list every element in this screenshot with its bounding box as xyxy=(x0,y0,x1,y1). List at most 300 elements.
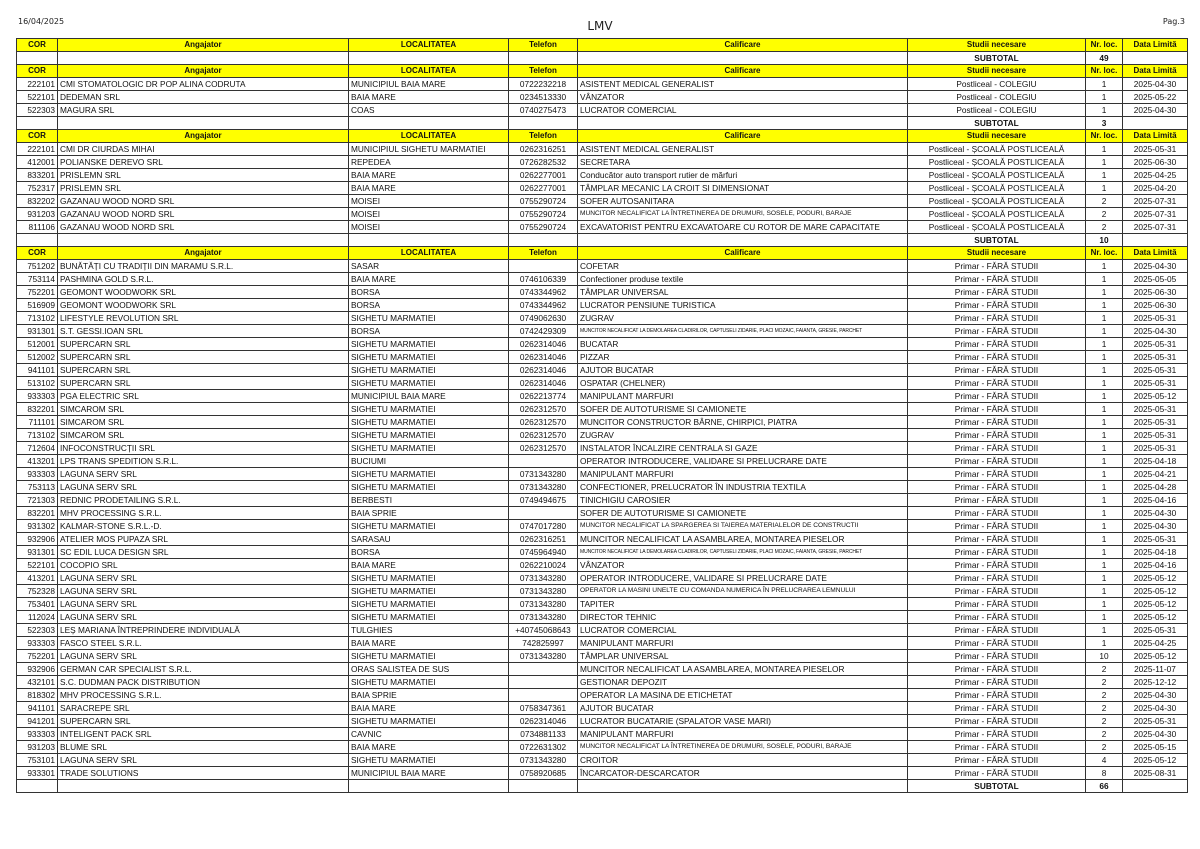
header-col-telefon: Telefon xyxy=(509,130,578,143)
employer-cell: LAGUNA SERV SRL xyxy=(58,481,349,494)
table-row xyxy=(17,104,1188,117)
positions-cell: 10 xyxy=(1086,650,1123,663)
studies-cell: Primar - FĂRĂ STUDII xyxy=(908,663,1086,676)
employer-cell: INFOCONSTRUCȚII SRL xyxy=(58,442,349,455)
header-col-angajator: Angajator xyxy=(58,65,349,78)
studies-cell: Primar - FĂRĂ STUDII xyxy=(908,546,1086,559)
phone-cell xyxy=(509,455,578,468)
cor-cell: 811106 xyxy=(17,221,58,234)
locality-cell: BAIA SPRIE xyxy=(349,507,509,520)
table-row xyxy=(17,767,1188,780)
cor-cell: 941101 xyxy=(17,364,58,377)
locality-cell: SIGHETU MARMATIEI xyxy=(349,598,509,611)
table-header-row xyxy=(17,247,1188,260)
table-row xyxy=(17,572,1188,585)
qualification-cell: CROITOR xyxy=(578,754,908,767)
deadline-cell: 2025-05-12 xyxy=(1123,754,1188,767)
table-row xyxy=(17,468,1188,481)
positions-cell: 1 xyxy=(1086,611,1123,624)
cor-cell: 711101 xyxy=(17,416,58,429)
phone-cell: 0755290724 xyxy=(509,208,578,221)
phone-cell: 0262316251 xyxy=(509,533,578,546)
locality-cell: BAIA MARE xyxy=(349,741,509,754)
table-row xyxy=(17,637,1188,650)
cor-cell: 512001 xyxy=(17,338,58,351)
deadline-cell: 2025-06-30 xyxy=(1123,156,1188,169)
header-col-localitatea: LOCALITATEA xyxy=(349,130,509,143)
positions-cell: 1 xyxy=(1086,364,1123,377)
employer-cell: GAZANAU WOOD NORD SRL xyxy=(58,208,349,221)
header-col-nr-loc: Nr. loc. xyxy=(1086,247,1123,260)
cor-cell: 753101 xyxy=(17,754,58,767)
locality-cell: MUNICIPIUL BAIA MARE xyxy=(349,767,509,780)
qualification-cell: MANIPULANT MARFURI xyxy=(578,728,908,741)
header-col-cor: COR xyxy=(17,247,58,260)
phone-cell: 0755290724 xyxy=(509,221,578,234)
positions-cell: 1 xyxy=(1086,273,1123,286)
phone-cell: +40745068643 xyxy=(509,624,578,637)
locality-cell: BUCIUMI xyxy=(349,455,509,468)
employer-cell: SIMCAROM SRL xyxy=(58,403,349,416)
table-row xyxy=(17,351,1188,364)
header-col-telefon: Telefon xyxy=(509,247,578,260)
table-row xyxy=(17,442,1188,455)
studies-cell: Primar - FĂRĂ STUDII xyxy=(908,325,1086,338)
table-row xyxy=(17,481,1188,494)
employer-cell: GEOMONT WOODWORK SRL xyxy=(58,299,349,312)
empty-cell xyxy=(1123,234,1188,247)
header-col-telefon: Telefon xyxy=(509,65,578,78)
positions-cell: 1 xyxy=(1086,312,1123,325)
studies-cell: Primar - FĂRĂ STUDII xyxy=(908,416,1086,429)
deadline-cell: 2025-11-07 xyxy=(1123,663,1188,676)
header-col-calificare: Calificare xyxy=(578,39,908,52)
employer-cell: LAGUNA SERV SRL xyxy=(58,611,349,624)
cor-cell: 832201 xyxy=(17,403,58,416)
locality-cell: CAVNIC xyxy=(349,728,509,741)
qualification-cell: MUNCITOR NECALIFICAT LA ÎNTRETINEREA DE DRUMURI, SOSELE, PODURI, BARAJE xyxy=(578,208,908,221)
qualification-cell: MUNCITOR NECALIFICAT LA ASAMBLAREA, MONTAREA PIESELOR xyxy=(578,533,908,546)
positions-cell: 1 xyxy=(1086,507,1123,520)
header-col-telefon: Telefon xyxy=(509,39,578,52)
deadline-cell: 2025-04-28 xyxy=(1123,481,1188,494)
locality-cell: BERBESTI xyxy=(349,494,509,507)
positions-cell: 1 xyxy=(1086,572,1123,585)
deadline-cell: 2025-05-12 xyxy=(1123,572,1188,585)
header-col-data-limita: Data Limită xyxy=(1123,39,1188,52)
cor-cell: 753113 xyxy=(17,481,58,494)
studies-cell: Postliceal - ȘCOALĂ POSTLICEALĂ xyxy=(908,221,1086,234)
table-row xyxy=(17,221,1188,234)
qualification-cell: MUNCITOR NECALIFICAT LA DEMOLAREA CLADIRILOR, CAPTUSELI ZIDARIE, PLACI MOZAIC, FAIANTA, GRESIE, PARCHET xyxy=(578,546,908,559)
table-row xyxy=(17,390,1188,403)
deadline-cell: 2025-04-18 xyxy=(1123,546,1188,559)
table-row xyxy=(17,273,1188,286)
studies-cell: Primar - FĂRĂ STUDII xyxy=(908,364,1086,377)
deadline-cell: 2025-04-30 xyxy=(1123,507,1188,520)
cor-cell: 752317 xyxy=(17,182,58,195)
phone-cell: 0755290724 xyxy=(509,195,578,208)
deadline-cell: 2025-04-18 xyxy=(1123,455,1188,468)
cor-cell: 721303 xyxy=(17,494,58,507)
subtotal-value: 3 xyxy=(1086,117,1123,130)
qualification-cell: MUNCITOR NECALIFICAT LA SPARGEREA SI TAIEREA MATERIALELOR DE CONSTRUCTII xyxy=(578,520,908,533)
locality-cell: MUNICIPIUL BAIA MARE xyxy=(349,78,509,91)
locality-cell: BORSA xyxy=(349,546,509,559)
locality-cell: SARASAU xyxy=(349,533,509,546)
table-row xyxy=(17,754,1188,767)
table-row xyxy=(17,338,1188,351)
subtotal-value: 66 xyxy=(1086,780,1123,793)
employer-cell: LIFESTYLE REVOLUTION SRL xyxy=(58,312,349,325)
deadline-cell: 2025-05-22 xyxy=(1123,91,1188,104)
cor-cell: 753114 xyxy=(17,273,58,286)
qualification-cell: TÂMPLAR UNIVERSAL xyxy=(578,650,908,663)
positions-cell: 1 xyxy=(1086,299,1123,312)
studies-cell: Primar - FĂRĂ STUDII xyxy=(908,611,1086,624)
header-col-nr-loc: Nr. loc. xyxy=(1086,39,1123,52)
employer-cell: SUPERCARN SRL xyxy=(58,338,349,351)
phone-cell xyxy=(509,260,578,273)
deadline-cell: 2025-05-12 xyxy=(1123,611,1188,624)
deadline-cell: 2025-07-31 xyxy=(1123,195,1188,208)
studies-cell: Primar - FĂRĂ STUDII xyxy=(908,351,1086,364)
header-col-studii: Studii necesare xyxy=(908,39,1086,52)
qualification-cell: TÂMPLAR MECANIC LA CROIT SI DIMENSIONAT xyxy=(578,182,908,195)
cor-cell: 818302 xyxy=(17,689,58,702)
phone-cell: 0726282532 xyxy=(509,156,578,169)
locality-cell: BORSA xyxy=(349,325,509,338)
phone-cell: 0758347361 xyxy=(509,702,578,715)
page-number: Pag.3 xyxy=(1162,17,1185,26)
positions-cell: 2 xyxy=(1086,676,1123,689)
cor-cell: 933301 xyxy=(17,767,58,780)
studies-cell: Primar - FĂRĂ STUDII xyxy=(908,767,1086,780)
phone-cell: 0734881133 xyxy=(509,728,578,741)
deadline-cell: 2025-04-30 xyxy=(1123,689,1188,702)
studies-cell: Primar - FĂRĂ STUDII xyxy=(908,637,1086,650)
qualification-cell: AJUTOR BUCATAR xyxy=(578,702,908,715)
employer-cell: ATELIER MOS PUPAZA SRL xyxy=(58,533,349,546)
phone-cell: 0262316251 xyxy=(509,143,578,156)
deadline-cell: 2025-12-12 xyxy=(1123,676,1188,689)
subtotal-row xyxy=(17,117,1188,130)
qualification-cell: EXCAVATORIST PENTRU EXCAVATOARE CU ROTOR DE MARE CAPACITATE xyxy=(578,221,908,234)
studies-cell: Primar - FĂRĂ STUDII xyxy=(908,390,1086,403)
qualification-cell: MUNCITOR NECALIFICAT LA ÎNTRETINEREA DE DRUMURI, SOSELE, PODURI, BARAJE xyxy=(578,741,908,754)
qualification-cell: VÂNZATOR xyxy=(578,91,908,104)
employer-cell: TRADE SOLUTIONS xyxy=(58,767,349,780)
studies-cell: Primar - FĂRĂ STUDII xyxy=(908,455,1086,468)
locality-cell: BORSA xyxy=(349,286,509,299)
empty-cell xyxy=(578,52,908,65)
employer-cell: GAZANAU WOOD NORD SRL xyxy=(58,221,349,234)
cor-cell: 753401 xyxy=(17,598,58,611)
header-col-calificare: Calificare xyxy=(578,130,908,143)
deadline-cell: 2025-05-12 xyxy=(1123,650,1188,663)
studies-cell: Primar - FĂRĂ STUDII xyxy=(908,650,1086,663)
locality-cell: SIGHETU MARMATIEI xyxy=(349,442,509,455)
table-header-row xyxy=(17,130,1188,143)
header-col-localitatea: LOCALITATEA xyxy=(349,247,509,260)
studies-cell: Primar - FĂRĂ STUDII xyxy=(908,689,1086,702)
positions-cell: 1 xyxy=(1086,416,1123,429)
deadline-cell: 2025-05-31 xyxy=(1123,416,1188,429)
employer-cell: BUNĂTĂȚI CU TRADIȚII DIN MARAMU S.R.L. xyxy=(58,260,349,273)
positions-cell: 1 xyxy=(1086,455,1123,468)
cor-cell: 522303 xyxy=(17,104,58,117)
table-row xyxy=(17,559,1188,572)
deadline-cell: 2025-04-30 xyxy=(1123,260,1188,273)
cor-cell: 931302 xyxy=(17,520,58,533)
employer-cell: CMI DR CIURDAS MIHAI xyxy=(58,143,349,156)
studies-cell: Postliceal - ȘCOALĂ POSTLICEALĂ xyxy=(908,208,1086,221)
positions-cell: 1 xyxy=(1086,390,1123,403)
phone-cell: 0262312570 xyxy=(509,416,578,429)
header-col-data-limita: Data Limită xyxy=(1123,65,1188,78)
header-col-cor: COR xyxy=(17,130,58,143)
cor-cell: 513102 xyxy=(17,377,58,390)
phone-cell: 0731343280 xyxy=(509,481,578,494)
cor-cell: 931203 xyxy=(17,208,58,221)
cor-cell: 712604 xyxy=(17,442,58,455)
deadline-cell: 2025-05-31 xyxy=(1123,338,1188,351)
deadline-cell: 2025-08-31 xyxy=(1123,767,1188,780)
employer-cell: MHV PROCESSING S.R.L. xyxy=(58,689,349,702)
table-row xyxy=(17,416,1188,429)
subtotal-value: 10 xyxy=(1086,234,1123,247)
employer-cell: DEDEMAN SRL xyxy=(58,91,349,104)
cor-cell: 932906 xyxy=(17,663,58,676)
positions-cell: 2 xyxy=(1086,702,1123,715)
cor-cell: 522303 xyxy=(17,624,58,637)
deadline-cell: 2025-05-31 xyxy=(1123,624,1188,637)
empty-cell xyxy=(509,234,578,247)
employer-cell: SARACREPE SRL xyxy=(58,702,349,715)
cor-cell: 752201 xyxy=(17,286,58,299)
table-row xyxy=(17,676,1188,689)
table-row xyxy=(17,286,1188,299)
empty-cell xyxy=(1123,52,1188,65)
locality-cell: SIGHETU MARMATIEI xyxy=(349,364,509,377)
table-row xyxy=(17,403,1188,416)
positions-cell: 1 xyxy=(1086,325,1123,338)
studies-cell: Postliceal - ȘCOALĂ POSTLICEALĂ xyxy=(908,195,1086,208)
qualification-cell: TINICHIGIU CAROSIER xyxy=(578,494,908,507)
qualification-cell: SECRETARA xyxy=(578,156,908,169)
locality-cell: SIGHETU MARMATIEI xyxy=(349,715,509,728)
studies-cell: Primar - FĂRĂ STUDII xyxy=(908,481,1086,494)
positions-cell: 1 xyxy=(1086,468,1123,481)
qualification-cell: VÂNZATOR xyxy=(578,559,908,572)
employer-cell: LAGUNA SERV SRL xyxy=(58,754,349,767)
studies-cell: Primar - FĂRĂ STUDII xyxy=(908,338,1086,351)
table-row xyxy=(17,78,1188,91)
cor-cell: 931203 xyxy=(17,741,58,754)
qualification-cell: MUNCITOR NECALIFICAT LA DEMOLAREA CLADIRILOR, CAPTUSELI ZIDARIE, PLACI MOZAIC, FAIANTA, GRESIE, PARCHET xyxy=(578,325,908,338)
table-row xyxy=(17,650,1188,663)
locality-cell: SIGHETU MARMATIEI xyxy=(349,338,509,351)
table-row xyxy=(17,689,1188,702)
qualification-cell: LUCRATOR COMERCIAL xyxy=(578,624,908,637)
qualification-cell: DIRECTOR TEHNIC xyxy=(578,611,908,624)
qualification-cell: INSTALATOR ÎNCALZIRE CENTRALA SI GAZE xyxy=(578,442,908,455)
subtotal-label: SUBTOTAL xyxy=(908,234,1086,247)
table-row xyxy=(17,702,1188,715)
empty-cell xyxy=(349,234,509,247)
qualification-cell: ASISTENT MEDICAL GENERALIST xyxy=(578,78,908,91)
header-col-data-limita: Data Limită xyxy=(1123,130,1188,143)
deadline-cell: 2025-05-12 xyxy=(1123,598,1188,611)
positions-cell: 8 xyxy=(1086,767,1123,780)
empty-cell xyxy=(578,234,908,247)
employer-cell: INTELIGENT PACK SRL xyxy=(58,728,349,741)
employer-cell: GERMAN CAR SPECIALIST S.R.L. xyxy=(58,663,349,676)
table-row xyxy=(17,429,1188,442)
employer-cell: REDNIC PRODETAILING S.R.L. xyxy=(58,494,349,507)
studies-cell: Primar - FĂRĂ STUDII xyxy=(908,624,1086,637)
employer-cell: LAGUNA SERV SRL xyxy=(58,598,349,611)
qualification-cell: Conducător auto transport rutier de mărfuri xyxy=(578,169,908,182)
deadline-cell: 2025-05-31 xyxy=(1123,442,1188,455)
cor-cell: 832202 xyxy=(17,195,58,208)
header-col-nr-loc: Nr. loc. xyxy=(1086,65,1123,78)
locality-cell: COAS xyxy=(349,104,509,117)
employer-cell: BLUME SRL xyxy=(58,741,349,754)
qualification-cell: BUCATAR xyxy=(578,338,908,351)
header-col-angajator: Angajator xyxy=(58,247,349,260)
locality-cell: SIGHETU MARMATIEI xyxy=(349,416,509,429)
phone-cell: 0731343280 xyxy=(509,598,578,611)
phone-cell: 0262314046 xyxy=(509,715,578,728)
qualification-cell: CONFECTIONER, PRELUCRATOR ÎN INDUSTRIA TEXTILA xyxy=(578,481,908,494)
subtotal-label: SUBTOTAL xyxy=(908,52,1086,65)
phone-cell xyxy=(509,689,578,702)
employer-cell: SUPERCARN SRL xyxy=(58,377,349,390)
studies-cell: Primar - FĂRĂ STUDII xyxy=(908,442,1086,455)
studies-cell: Primar - FĂRĂ STUDII xyxy=(908,585,1086,598)
phone-cell: 0747017280 xyxy=(509,520,578,533)
empty-cell xyxy=(17,52,58,65)
employer-cell: MHV PROCESSING S.R.L. xyxy=(58,507,349,520)
phone-cell: 0262312570 xyxy=(509,403,578,416)
locality-cell: MUNICIPIUL BAIA MARE xyxy=(349,390,509,403)
report-title: LMV xyxy=(587,19,613,33)
positions-cell: 1 xyxy=(1086,442,1123,455)
phone-cell: 0262277001 xyxy=(509,182,578,195)
deadline-cell: 2025-05-31 xyxy=(1123,143,1188,156)
empty-cell xyxy=(17,234,58,247)
cor-cell: 522101 xyxy=(17,559,58,572)
employer-cell: LPS TRANS SPEDITION S.R.L. xyxy=(58,455,349,468)
table-row xyxy=(17,208,1188,221)
employer-cell: S.C. DUDMAN PACK DISTRIBUTION xyxy=(58,676,349,689)
header-col-nr-loc: Nr. loc. xyxy=(1086,130,1123,143)
table-row xyxy=(17,364,1188,377)
studies-cell: Primar - FĂRĂ STUDII xyxy=(908,754,1086,767)
phone-cell: 0262314046 xyxy=(509,338,578,351)
table-row xyxy=(17,260,1188,273)
cor-cell: 222101 xyxy=(17,78,58,91)
cor-cell: 933303 xyxy=(17,728,58,741)
positions-cell: 1 xyxy=(1086,169,1123,182)
employer-cell: PGA ELECTRIC SRL xyxy=(58,390,349,403)
locality-cell: REPEDEA xyxy=(349,156,509,169)
deadline-cell: 2025-04-30 xyxy=(1123,728,1188,741)
employer-cell: GAZANAU WOOD NORD SRL xyxy=(58,195,349,208)
positions-cell: 1 xyxy=(1086,156,1123,169)
qualification-cell: MUNCITOR NECALIFICAT LA ASAMBLAREA, MONTAREA PIESELOR xyxy=(578,663,908,676)
positions-cell: 2 xyxy=(1086,221,1123,234)
positions-cell: 2 xyxy=(1086,689,1123,702)
positions-cell: 1 xyxy=(1086,260,1123,273)
table-row xyxy=(17,507,1188,520)
cor-cell: 931301 xyxy=(17,546,58,559)
positions-cell: 1 xyxy=(1086,143,1123,156)
studies-cell: Primar - FĂRĂ STUDII xyxy=(908,260,1086,273)
table-header-row xyxy=(17,65,1188,78)
qualification-cell: OPERATOR LA MASINI UNELTE CU COMANDA NUMERICA ÎN PRELUCRAREA LEMNULUI xyxy=(578,585,908,598)
table-row xyxy=(17,624,1188,637)
locality-cell: BAIA MARE xyxy=(349,169,509,182)
studies-cell: Postliceal - ȘCOALĂ POSTLICEALĂ xyxy=(908,182,1086,195)
positions-cell: 1 xyxy=(1086,104,1123,117)
empty-cell xyxy=(509,117,578,130)
empty-cell xyxy=(58,780,349,793)
deadline-cell: 2025-04-20 xyxy=(1123,182,1188,195)
phone-cell: 0749494675 xyxy=(509,494,578,507)
employer-cell: SC EDIL LUCA DESIGN SRL xyxy=(58,546,349,559)
cor-cell: 941101 xyxy=(17,702,58,715)
qualification-cell: ZUGRAV xyxy=(578,312,908,325)
table-row xyxy=(17,169,1188,182)
locality-cell: BAIA MARE xyxy=(349,559,509,572)
cor-cell: 752201 xyxy=(17,650,58,663)
employer-cell: SUPERCARN SRL xyxy=(58,715,349,728)
cor-cell: 413201 xyxy=(17,455,58,468)
deadline-cell: 2025-04-16 xyxy=(1123,494,1188,507)
header-col-localitatea: LOCALITATEA xyxy=(349,39,509,52)
qualification-cell: LUCRATOR COMERCIAL xyxy=(578,104,908,117)
deadline-cell: 2025-05-12 xyxy=(1123,585,1188,598)
locality-cell: SIGHETU MARMATIEI xyxy=(349,676,509,689)
employer-cell: KALMAR-STONE S.R.L.-D. xyxy=(58,520,349,533)
table-row xyxy=(17,182,1188,195)
qualification-cell: GESTIONAR DEPOZIT xyxy=(578,676,908,689)
qualification-cell: SOFER DE AUTOTURISME SI CAMIONETE xyxy=(578,507,908,520)
empty-cell xyxy=(17,780,58,793)
positions-cell: 1 xyxy=(1086,520,1123,533)
phone-cell xyxy=(509,507,578,520)
locality-cell: SIGHETU MARMATIEI xyxy=(349,403,509,416)
phone-cell xyxy=(509,676,578,689)
empty-cell xyxy=(509,52,578,65)
studies-cell: Postliceal - COLEGIU xyxy=(908,91,1086,104)
qualification-cell: PIZZAR xyxy=(578,351,908,364)
header-col-localitatea: LOCALITATEA xyxy=(349,65,509,78)
locality-cell: SIGHETU MARMATIEI xyxy=(349,312,509,325)
studies-cell: Primar - FĂRĂ STUDII xyxy=(908,702,1086,715)
deadline-cell: 2025-04-25 xyxy=(1123,637,1188,650)
cor-cell: 941201 xyxy=(17,715,58,728)
table-row xyxy=(17,91,1188,104)
studies-cell: Primar - FĂRĂ STUDII xyxy=(908,377,1086,390)
positions-cell: 2 xyxy=(1086,195,1123,208)
table-row xyxy=(17,520,1188,533)
phone-cell: 0722631302 xyxy=(509,741,578,754)
phone-cell: 0262314046 xyxy=(509,351,578,364)
locality-cell: SIGHETU MARMATIEI xyxy=(349,520,509,533)
